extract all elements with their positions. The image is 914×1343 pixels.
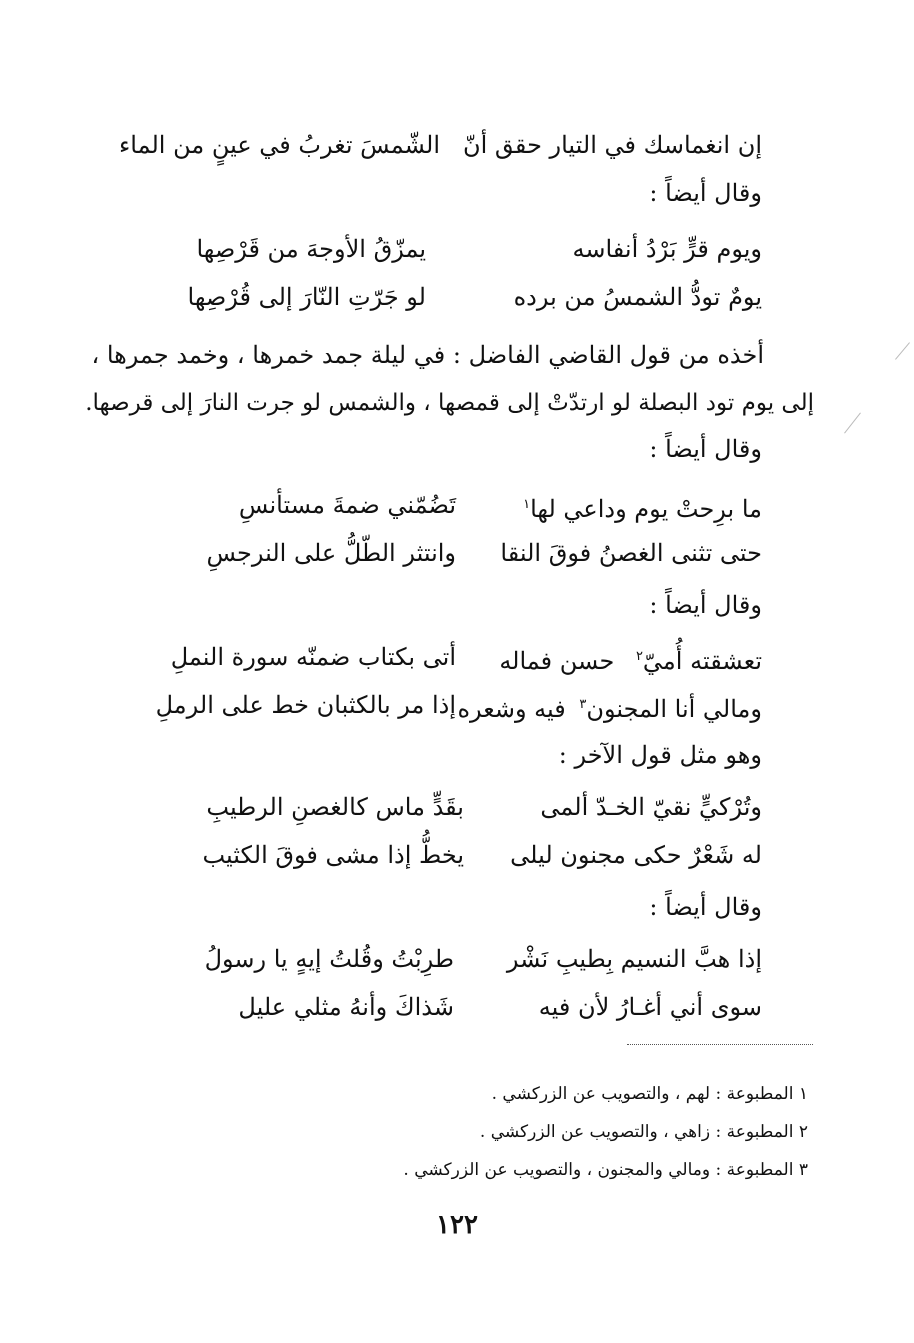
intro-heading-4: وهو مثل قول الآخر : [558,741,762,769]
verse-5-right [499,640,762,678]
footnote-ref-3: ٣ [579,697,587,712]
prose-line-1: أخذه من قول القاضي الفاضل : في ليلة جمد خمرها ، وخمد جمرها ، [91,341,764,369]
verse-5-right-text: تعشقته أُميّ [642,647,762,675]
intro-heading-2: وقال أيضاً : [649,435,762,463]
verse-7-left: بقَدٍّ ماس كالغصنِ الرطيبِ [206,793,464,821]
verse-6-right-text-2: فيه وشعره [457,695,566,723]
verse-4-right: حتى تثنى الغصنُ فوقَ النقا [500,539,762,567]
footnote-2: ٢ المطبوعة : زاهي ، والتصويب عن الزركشي . [479,1122,808,1142]
verse-line-1-right: إن انغماسك في التيار حقق أنّ [462,131,762,159]
verse-7-right: وتُرْكيٍّ نقيّ الخـدّ ألمى [540,793,762,821]
verse-4-left: وانتثر الطّلُّ على النرجسِ [206,539,456,567]
verse-2-left: لو جَرّتِ النّارَ إلى قُرْصِها [187,283,426,311]
intro-heading-3: وقال أيضاً : [649,591,762,619]
footnote-3: ٣ المطبوعة : ومالي والمجنون ، والتصويب عن الزركشي . [403,1160,808,1180]
scan-artifact-mark [844,412,861,433]
verse-5-left: أتى بكتاب ضمنّه سورة النملِ [170,643,456,671]
verse-9-left: طرِبْتُ وقُلتُ إيهٍ يا رسولُ [204,945,454,973]
scan-artifact-mark [895,342,910,359]
footnote-ref-1: ١ [523,497,531,512]
verse-3-right-text: ما برِحتْ يوم وداعي لها [530,495,762,523]
verse-line-1-left: الشّمسَ تغربُ في عينٍ من الماء [119,131,440,159]
verse-1-left: يمزّقُ الأوجهَ من قَرْصِها [196,235,426,263]
verse-2-right: يومٌ تودُّ الشمسُ من برده [513,283,762,311]
verse-8-left: يخطُّ إذا مشى فوقَ الكثيب [202,841,464,869]
page-number: ١٢٢ [436,1210,478,1240]
verse-6-left: إذا مر بالكثبان خط على الرملِ [155,691,456,719]
footnote-ref-2: ٢ [635,649,643,664]
prose-line-2: إلى يوم تود البصلة لو ارتدّتْ إلى قمصها ، والشمس لو جرت النارَ إلى قرصها. [85,390,814,416]
verse-10-left: شَذاكَ وأنهُ مثلي عليل [238,993,454,1021]
footnote-1: ١ المطبوعة : لهم ، والتصويب عن الزركشي . [491,1084,808,1104]
verse-1-right: ويوم قرٍّ بَرْدُ أنفاسه [572,235,762,263]
verse-8-right: له شَعْرٌ حكى مجنون ليلى [510,841,762,869]
intro-heading-1: وقال أيضاً : [649,179,762,207]
verse-3-right [523,488,762,526]
verse-6-right [457,688,762,726]
verse-5-right-text-2: حسن فماله [499,647,615,675]
verse-9-right: إذا هبَّ النسيم بِطيبِ نَشْر [506,945,762,973]
footnote-separator [627,1044,813,1045]
verse-6-right-text: ومالي أنا المجنون [586,695,762,723]
verse-3-left: تَضُمّني ضمةَ مستأنسِ [238,491,456,519]
verse-10-right: سوى أني أغـارُ لأن فيه [538,993,762,1021]
intro-heading-5: وقال أيضاً : [649,893,762,921]
